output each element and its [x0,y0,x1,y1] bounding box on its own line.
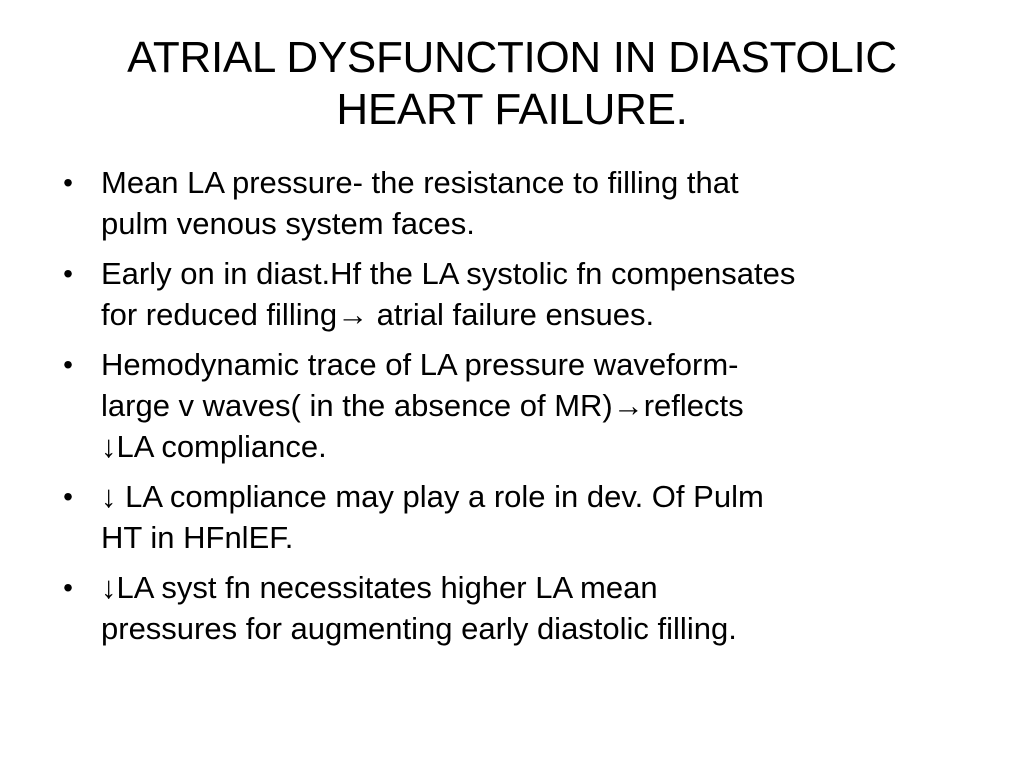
bullet-text-line: for reduced filling→ atrial failure ensues. [101,297,655,332]
title-line-2: HEART FAILURE. [336,85,688,134]
bullet-text-line: HT in HFnlEF. [101,520,294,555]
bullet-icon: • [63,572,73,603]
bullet-icon: • [63,167,73,198]
bullet-text-line: Mean LA pressure- the resistance to filling that [101,165,739,200]
bullet-text-line: pressures for augmenting early diastolic filling. [101,611,737,646]
bullet-item-hemodynamic-trace [56,344,986,467]
bullet-icon: • [63,349,73,380]
slide-title [60,32,964,136]
bullet-text-line: large v waves( in the absence of MR)→reflects [101,388,744,423]
bullet-icon: • [63,481,73,512]
bullet-text-line: pulm venous system faces. [101,206,475,241]
bullet-item-la-syst-fn [56,567,986,649]
bullet-text-line: ↓LA syst fn necessitates higher LA mean [101,570,658,605]
bullet-item-mean-la-pressure [56,162,986,244]
bullet-text-line: Hemodynamic trace of LA pressure waveform- [101,347,739,382]
title-line-1: ATRIAL DYSFUNCTION IN DIASTOLIC [127,33,897,82]
bullet-icon: • [63,258,73,289]
bullet-list [56,162,986,658]
bullet-text-line: ↓ LA compliance may play a role in dev. Of Pulm [101,479,764,514]
bullet-text-line: ↓LA compliance. [101,429,327,464]
bullet-item-early-diast-hf [56,253,986,335]
bullet-item-la-compliance-pulm-ht [56,476,986,558]
bullet-text-line: Early on in diast.Hf the LA systolic fn compensates [101,256,796,291]
